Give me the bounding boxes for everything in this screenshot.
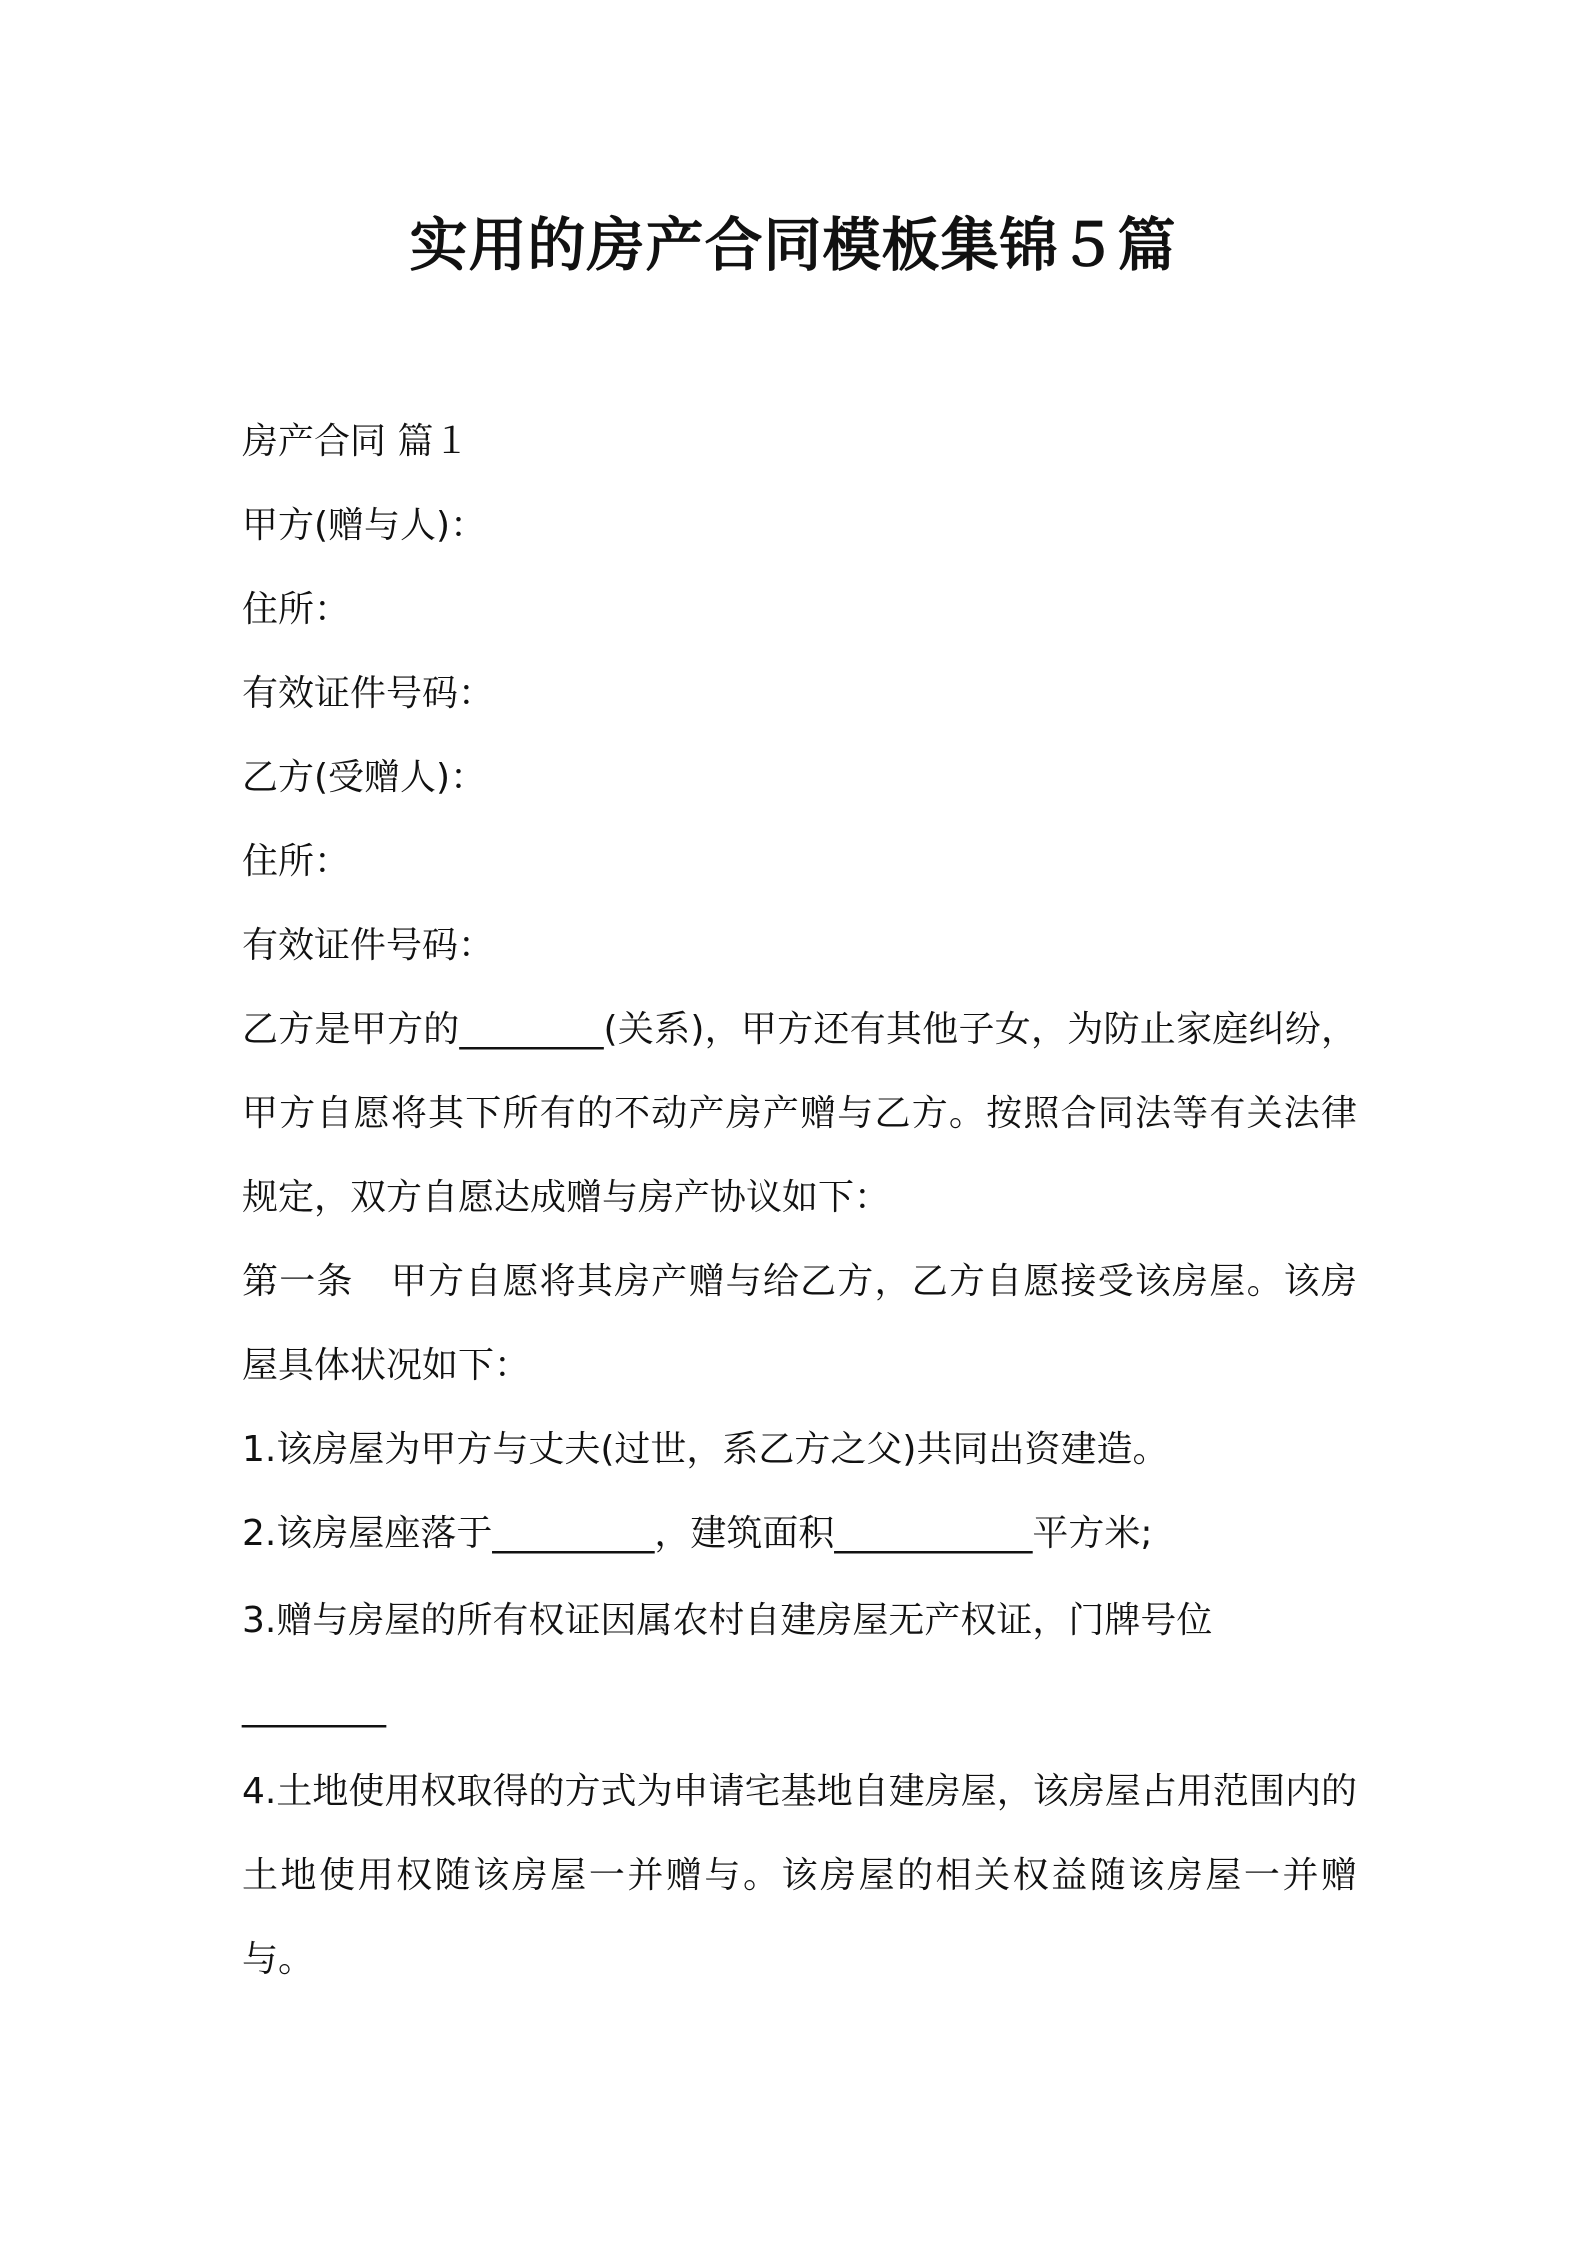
document-title: 实用的房产合同模板集锦５篇 (409, 211, 1177, 279)
party-b-address: 住所： (242, 841, 351, 882)
party-b-id: 有效证件号码： (242, 925, 495, 966)
item-1: 1.该房屋为甲方与丈夫(过世，系乙方之父)共同出资建造。 (242, 1429, 1169, 1470)
item-3-blank: ________ (242, 1687, 386, 1728)
section-heading: 房产合同 篇１ (242, 421, 470, 462)
item-4: 4.土地使用权取得的方式为申请宅基地自建房屋，该房屋占用范围内的土地使用权随该房屋一并赠与。该房屋的相关权益随该房屋一并赠与。 (242, 1771, 1357, 1980)
intro-paragraph: 乙方是甲方的________(关系)，甲方还有其他子女，为防止家庭纠纷，甲方自愿将其下所有的不动产房产赠与乙方。按照合同法等有关法律规定，双方自愿达成赠与房产协议如下： (242, 1009, 1357, 1218)
party-a-id: 有效证件号码： (242, 673, 495, 714)
party-b-label: 乙方(受赠人)： (242, 757, 487, 798)
party-a-label: 甲方(赠与人)： (242, 505, 487, 546)
party-a-address: 住所： (242, 589, 351, 630)
item-2: 2.该房屋座落于_________，建筑面积___________平方米; (242, 1513, 1153, 1554)
item-3: 3.赠与房屋的所有权证因属农村自建房屋无产权证，门牌号位 (242, 1600, 1213, 1641)
article-one: 第一条 甲方自愿将其房产赠与给乙方，乙方自愿接受该房屋。该房屋具体状况如下： (242, 1261, 1357, 1386)
document-body (242, 400, 1357, 2002)
